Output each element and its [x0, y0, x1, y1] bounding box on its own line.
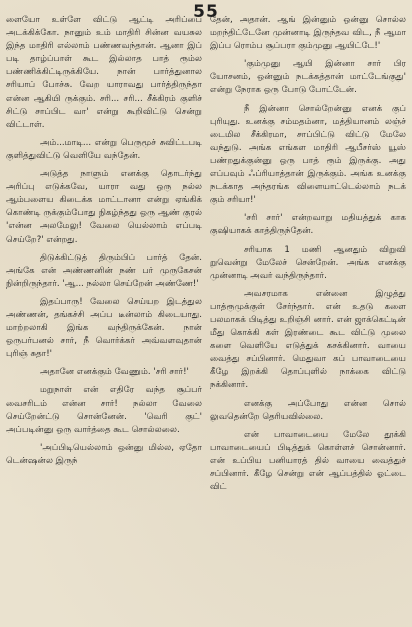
right-column — [210, 10, 406, 625]
paragraph: 'கும்முனு ஆயி இன்னா சார் பிர யோசனம், ஒன்னும் நடக்கத்தான் மாட்டேங்குது' என்று நேராக ஒரு போடு போட்டேன். — [210, 59, 406, 96]
paragraph: நீ இன்னா சொல்றேன்னு எனக் குப் புரியுது. உனக்கு சம்மதம்னா, மத்தியானம் லஞ்ச் டைமில சீக்கிரமா, சாப்பிட்டு விட்டு மேலே வந்துடு. அங்க எங்கள மாதிரி ஆபீசர்ஸ் யூஸ் பண்றதுக்குன்னு ஒரு பாத் ரூம் இருக்கு. அது எப்பவும் ஃப்ரியாத்தான் இருக்கும். அங்க உனக்கு நடக்காத அந்தரங்க விளையாட்டெல்லாம் நடக் கும் சரியா!' — [210, 103, 406, 206]
paragraph: ளையோ உள்ளே விட்டு ஆட்டி அரிப்பை அடக்கிக்கோ. நானும் உம் மாதிரி சின்ன வயசுல இந்த மாதிரி எல்லாம் பண்ணவந்தான். ஆனா இப் படி தாழ்ப்பாள் கூட இல்லாத பாத் ரூம்ல பண்ணிக்கிட்டிருக்கியே. நான் பார்த்துனால சரியாப் போச்சு. வேற யாராவது பார்த்திருந்தா என்ன ஆகியி ருக்கும். சரி... சரி... சீக்கிரம் குளிச் சிட்டு சாப்பிட வா' என்று கூறிவிட்டு சென்று விட்டாள். — [6, 15, 202, 130]
paragraph: எனக்கு அப்போது என்ன சொல் லுவதென்றே தெரியவில்லை. — [210, 398, 406, 422]
paragraph: 'சரி சார்' என்றவாறு மதியத்துக் காக குஷியாகக் காத்திருந்தேன். — [210, 213, 406, 237]
paragraph: தேன், அதான். ஆங் இன்னும் ஒன்னு சொல்ல மறந்திட்டேனே முன்னாடி இருந்தவ விட, நீ ஆமா இப்ப ரொம்ப சூப்பரா கும்முனு ஆயிட்டே!' — [210, 15, 406, 52]
paragraph: அம்...மாடி... என்று பெருமூச் சுவிட்டபடி குளித்துவிட்டு வெளியே வந்தேன். — [6, 137, 202, 161]
paragraph: 'அப்பிடியெல்லாம் ஒன்னு மில்ல, ஏதோ டென்ஷன்ல இருந் — [6, 442, 202, 466]
paragraph: திடுக்கிட்டுத் திரும்பிப் பார்த் தேன். அங்கே என் அண்ணனின் நண் பர் முருகேசன் நின்றிருந்தார். 'ஆ... நல்லா செய்றேன் அண்ணே!' — [6, 252, 202, 289]
text-columns — [6, 10, 406, 625]
left-column — [6, 10, 202, 625]
paragraph: அதானே எனக்கும் வேணும். 'சரி சார்!' — [40, 367, 189, 378]
paragraph: சரியாக 1 மணி ஆனதும் விறுவி றுவென்று மேலேச் சென்றேன். அங்க எனக்கு முன்னாடி அவர் வந்திருந்தார். — [210, 244, 406, 281]
paragraph: என் பாவாடையை மேலே தூக்கி பாவாடையைப் பிடித்துக் கொள்ளச் சொன்னார். என் உப்பிய பனியாரத் தில் வாயை வைத்துச் சப்பினார். கீழே சென்று என் ஆப்பத்தில் ஓட்டை விட் — [210, 429, 406, 493]
page-number: 55 — [193, 2, 219, 22]
paragraph: அவசரமாக என்னை இழுத்து பாத்ரூமுக்குள் சேர்ந்தார். என் உதடு களை பலமாகக் பிடித்து உறிஞ்சி னார். என் ஜாக்கெட்டின் மீது கொக்கி கள் இரண்டை கூட விட்டு முலை களை வெளியே எடுத்துக் கசக்கினார். வாயை வைத்து சப்பினார். மெதுவா கப் பாவாடையை கீழே இறக்கி தொப்புளில் நாக்கை விட்டு நக்கினார். — [210, 288, 406, 391]
paragraph: மறுநாள் என் எதிரே வந்த சூப்பர் வைசரிடம் என்ன சார்! நல்லா வேலை செய்றேன்ட்டு சொன்னேன். 'வெரி குட்' அப்படின்னு ஒரு வார்த்தை கூட சொல்லலை. — [6, 385, 202, 435]
paragraph: இதப்பாரு! வேலை செய்யற இடத்துல அண்ணன், தங்கச்சி அப்ப டீன்லாம் கிடையாது. மாற்றலாகி இங்க வந்திருக்கேன். நான் ஒருபர்பனல் சார், நீ வொர்க்கர் அவ்வளவுதான் புரிஞ் சுதா!' — [6, 296, 202, 360]
paragraph: அடுத்த நாளும் எனக்கு தொடர்ந்து அரிப்பு எடுக்கவே, யாரா வது ஒரு நல்ல ஆம்பளைய கிடைக்க மாட்டானா என்று ஏங்கிக் கொண்டி ருக்கும்போது நிகழ்ந்தது ஒரு ஆண் குரல் 'என்ன அலமேலு! வேலை யெல்லாம் எப்படி செய்றே?' என்றது. — [6, 169, 202, 245]
